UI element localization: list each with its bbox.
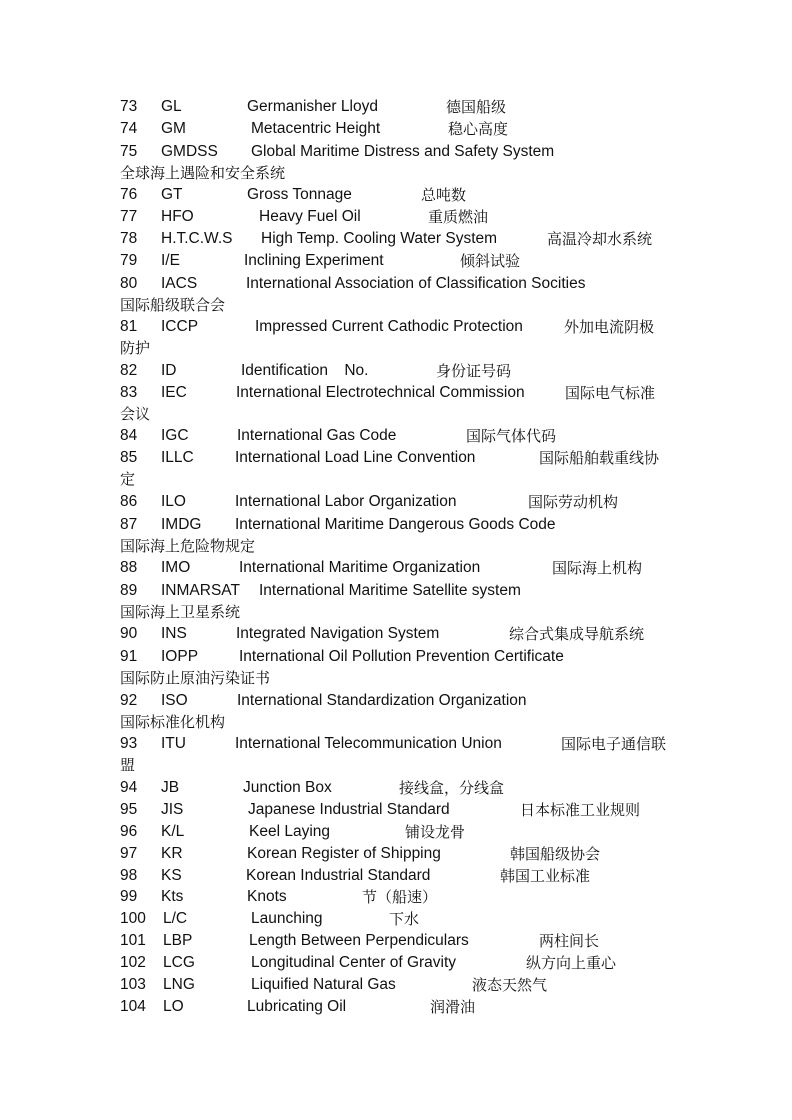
entry-number: 78 xyxy=(120,230,138,247)
entry-english: Launching xyxy=(251,910,323,927)
entry-english: Lubricating Oil xyxy=(247,998,347,1015)
entry-chinese: 铺设龙骨 xyxy=(405,823,466,841)
entry-abbreviation: K/L xyxy=(161,823,185,840)
entry-abbreviation: JIS xyxy=(161,801,184,818)
entry-number: 81 xyxy=(120,318,138,335)
entry-number: 101 xyxy=(120,932,146,949)
entry-english: Japanese Industrial Standard xyxy=(248,801,450,818)
entry-number: 74 xyxy=(120,120,138,137)
entry-number: 102 xyxy=(120,954,146,971)
entry-number: 104 xyxy=(120,998,146,1015)
entry-abbreviation: L/C xyxy=(163,910,188,927)
entry-chinese: 国际劳动机构 xyxy=(528,493,619,511)
entry-abbreviation: INMARSAT xyxy=(161,582,240,599)
entry-english: International Gas Code xyxy=(237,427,397,444)
entry-chinese: 韩国工业标准 xyxy=(500,867,591,885)
entry-chinese: 节（船速） xyxy=(362,888,438,906)
entry-number: 84 xyxy=(120,427,138,444)
entry-english: Impressed Current Cathodic Protection xyxy=(255,318,523,335)
entry-english: International Standardization Organization xyxy=(237,692,527,709)
entry-chinese-continued: 盟 xyxy=(120,756,136,774)
entry-english: International Maritime Satellite system xyxy=(259,582,521,599)
entry-english: Junction Box xyxy=(243,779,332,796)
entry-abbreviation: IOPP xyxy=(161,648,199,665)
entry-abbreviation: JB xyxy=(161,779,180,796)
entry-abbreviation: ITU xyxy=(161,735,186,752)
entry-abbreviation: INS xyxy=(161,625,187,642)
entry-abbreviation: ILO xyxy=(161,493,186,510)
entry-chinese: 德国船级 xyxy=(446,98,507,116)
entry-number: 92 xyxy=(120,692,138,709)
entry-number: 88 xyxy=(120,559,138,576)
entry-number: 94 xyxy=(120,779,138,796)
entry-abbreviation: ID xyxy=(161,362,177,379)
entry-chinese: 下水 xyxy=(389,910,420,928)
entry-number: 79 xyxy=(120,252,138,269)
entry-chinese: 倾斜试验 xyxy=(460,252,521,270)
entry-abbreviation: IGC xyxy=(161,427,189,444)
entry-chinese: 润滑油 xyxy=(430,998,476,1016)
entry-chinese: 液态天然气 xyxy=(472,976,548,994)
entry-english: International Electrotechnical Commission xyxy=(236,384,525,401)
entry-number: 82 xyxy=(120,362,138,379)
entry-english: High Temp. Cooling Water System xyxy=(261,230,498,247)
entry-number: 100 xyxy=(120,910,146,927)
entry-abbreviation: ICCP xyxy=(161,318,199,335)
entry-chinese: 两柱间长 xyxy=(539,932,600,950)
entry-number: 99 xyxy=(120,888,138,905)
entry-abbreviation: ISO xyxy=(161,692,188,709)
entry-english: Inclining Experiment xyxy=(244,252,384,269)
entry-chinese: 稳心高度 xyxy=(448,120,509,138)
entry-chinese: 国际海上危险物规定 xyxy=(120,537,256,555)
entry-abbreviation: GL xyxy=(161,98,182,115)
entry-number: 91 xyxy=(120,648,138,665)
entry-english: Korean Industrial Standard xyxy=(246,867,431,884)
entry-abbreviation: IEC xyxy=(161,384,187,401)
entry-chinese: 国际气体代码 xyxy=(466,427,557,445)
entry-abbreviation: KR xyxy=(161,845,183,862)
entry-chinese-continued: 防护 xyxy=(120,339,151,357)
entry-number: 93 xyxy=(120,735,138,752)
entry-chinese: 综合式集成导航系统 xyxy=(509,625,645,643)
entry-chinese: 日本标准工业规则 xyxy=(520,801,641,819)
entry-chinese: 国际电子通信联 xyxy=(561,735,667,753)
entry-english: Metacentric Height xyxy=(251,120,381,137)
entry-number: 73 xyxy=(120,98,138,115)
entry-number: 80 xyxy=(120,275,138,292)
entry-chinese: 总吨数 xyxy=(421,186,467,204)
entry-number: 85 xyxy=(120,449,138,466)
entry-number: 75 xyxy=(120,143,138,160)
entry-chinese: 高温冷却水系统 xyxy=(547,230,653,248)
entry-number: 83 xyxy=(120,384,138,401)
entry-number: 77 xyxy=(120,208,138,225)
entry-abbreviation: GMDSS xyxy=(161,143,218,160)
entry-abbreviation: ILLC xyxy=(161,449,194,466)
entry-abbreviation: LBP xyxy=(163,932,193,949)
entry-english: Germanisher Lloyd xyxy=(247,98,378,115)
entry-abbreviation: LNG xyxy=(163,976,195,993)
entry-chinese: 国际船级联合会 xyxy=(120,296,226,314)
entry-chinese: 全球海上遇险和安全系统 xyxy=(120,164,286,182)
entry-abbreviation: IMO xyxy=(161,559,191,576)
entry-number: 90 xyxy=(120,625,138,642)
entry-abbreviation: LCG xyxy=(163,954,195,971)
entry-chinese-continued: 定 xyxy=(120,470,136,488)
entry-chinese: 韩国船级协会 xyxy=(510,845,601,863)
entry-english: International Association of Classification Socities xyxy=(246,275,586,292)
entry-chinese: 外加电流阴极 xyxy=(564,318,655,336)
entry-number: 76 xyxy=(120,186,138,203)
entry-number: 86 xyxy=(120,493,138,510)
entry-english: Global Maritime Distress and Safety System xyxy=(251,143,555,160)
entry-chinese-continued: 会议 xyxy=(120,405,151,423)
entry-chinese: 国际电气标准 xyxy=(565,384,656,402)
entry-english: International Maritime Dangerous Goods Code xyxy=(235,516,556,533)
entry-abbreviation: H.T.C.W.S xyxy=(161,230,233,247)
entry-english: Gross Tonnage xyxy=(247,186,352,203)
entry-chinese: 重质燃油 xyxy=(428,208,489,226)
entry-chinese: 国际海上卫星系统 xyxy=(120,603,241,621)
entry-abbreviation: IMDG xyxy=(161,516,202,533)
entry-abbreviation: GT xyxy=(161,186,183,203)
entry-chinese: 身份证号码 xyxy=(436,362,512,380)
entry-number: 89 xyxy=(120,582,138,599)
entry-abbreviation: I/E xyxy=(161,252,180,269)
entry-english: International Labor Organization xyxy=(235,493,457,510)
entry-english: International Oil Pollution Prevention Certificate xyxy=(239,648,564,665)
entry-english: Length Between Perpendiculars xyxy=(249,932,469,949)
entry-chinese: 国际防止原油污染证书 xyxy=(120,669,271,687)
entry-chinese: 国际海上机构 xyxy=(552,559,643,577)
entry-english: Korean Register of Shipping xyxy=(247,845,441,862)
entry-chinese: 纵方向上重心 xyxy=(526,954,617,972)
entry-chinese: 接线盒，分线盒 xyxy=(399,779,505,797)
entry-abbreviation: GM xyxy=(161,120,186,137)
entry-abbreviation: IACS xyxy=(161,275,198,292)
entry-english: International Telecommunication Union xyxy=(235,735,502,752)
entry-abbreviation: KS xyxy=(161,867,182,884)
entry-english: Integrated Navigation System xyxy=(236,625,440,642)
entry-english: International Load Line Convention xyxy=(235,449,476,466)
entry-english: International Maritime Organization xyxy=(239,559,481,576)
entry-english: Liquified Natural Gas xyxy=(251,976,396,993)
entry-abbreviation: HFO xyxy=(161,208,194,225)
entry-abbreviation: LO xyxy=(163,998,184,1015)
entry-chinese: 国际船舶载重线协 xyxy=(539,449,660,467)
entry-english: Knots xyxy=(247,888,287,905)
entry-number: 97 xyxy=(120,845,138,862)
entry-number: 96 xyxy=(120,823,138,840)
entry-abbreviation: Kts xyxy=(161,888,184,905)
entry-number: 87 xyxy=(120,516,138,533)
entry-number: 98 xyxy=(120,867,138,884)
entry-english: Keel Laying xyxy=(249,823,331,840)
entry-english: Heavy Fuel Oil xyxy=(259,208,361,225)
entry-chinese: 国际标准化机构 xyxy=(120,713,226,731)
entry-english: Identification No. xyxy=(241,362,369,379)
entry-english: Longitudinal Center of Gravity xyxy=(251,954,457,971)
entry-number: 103 xyxy=(120,976,146,993)
entry-number: 95 xyxy=(120,801,138,818)
